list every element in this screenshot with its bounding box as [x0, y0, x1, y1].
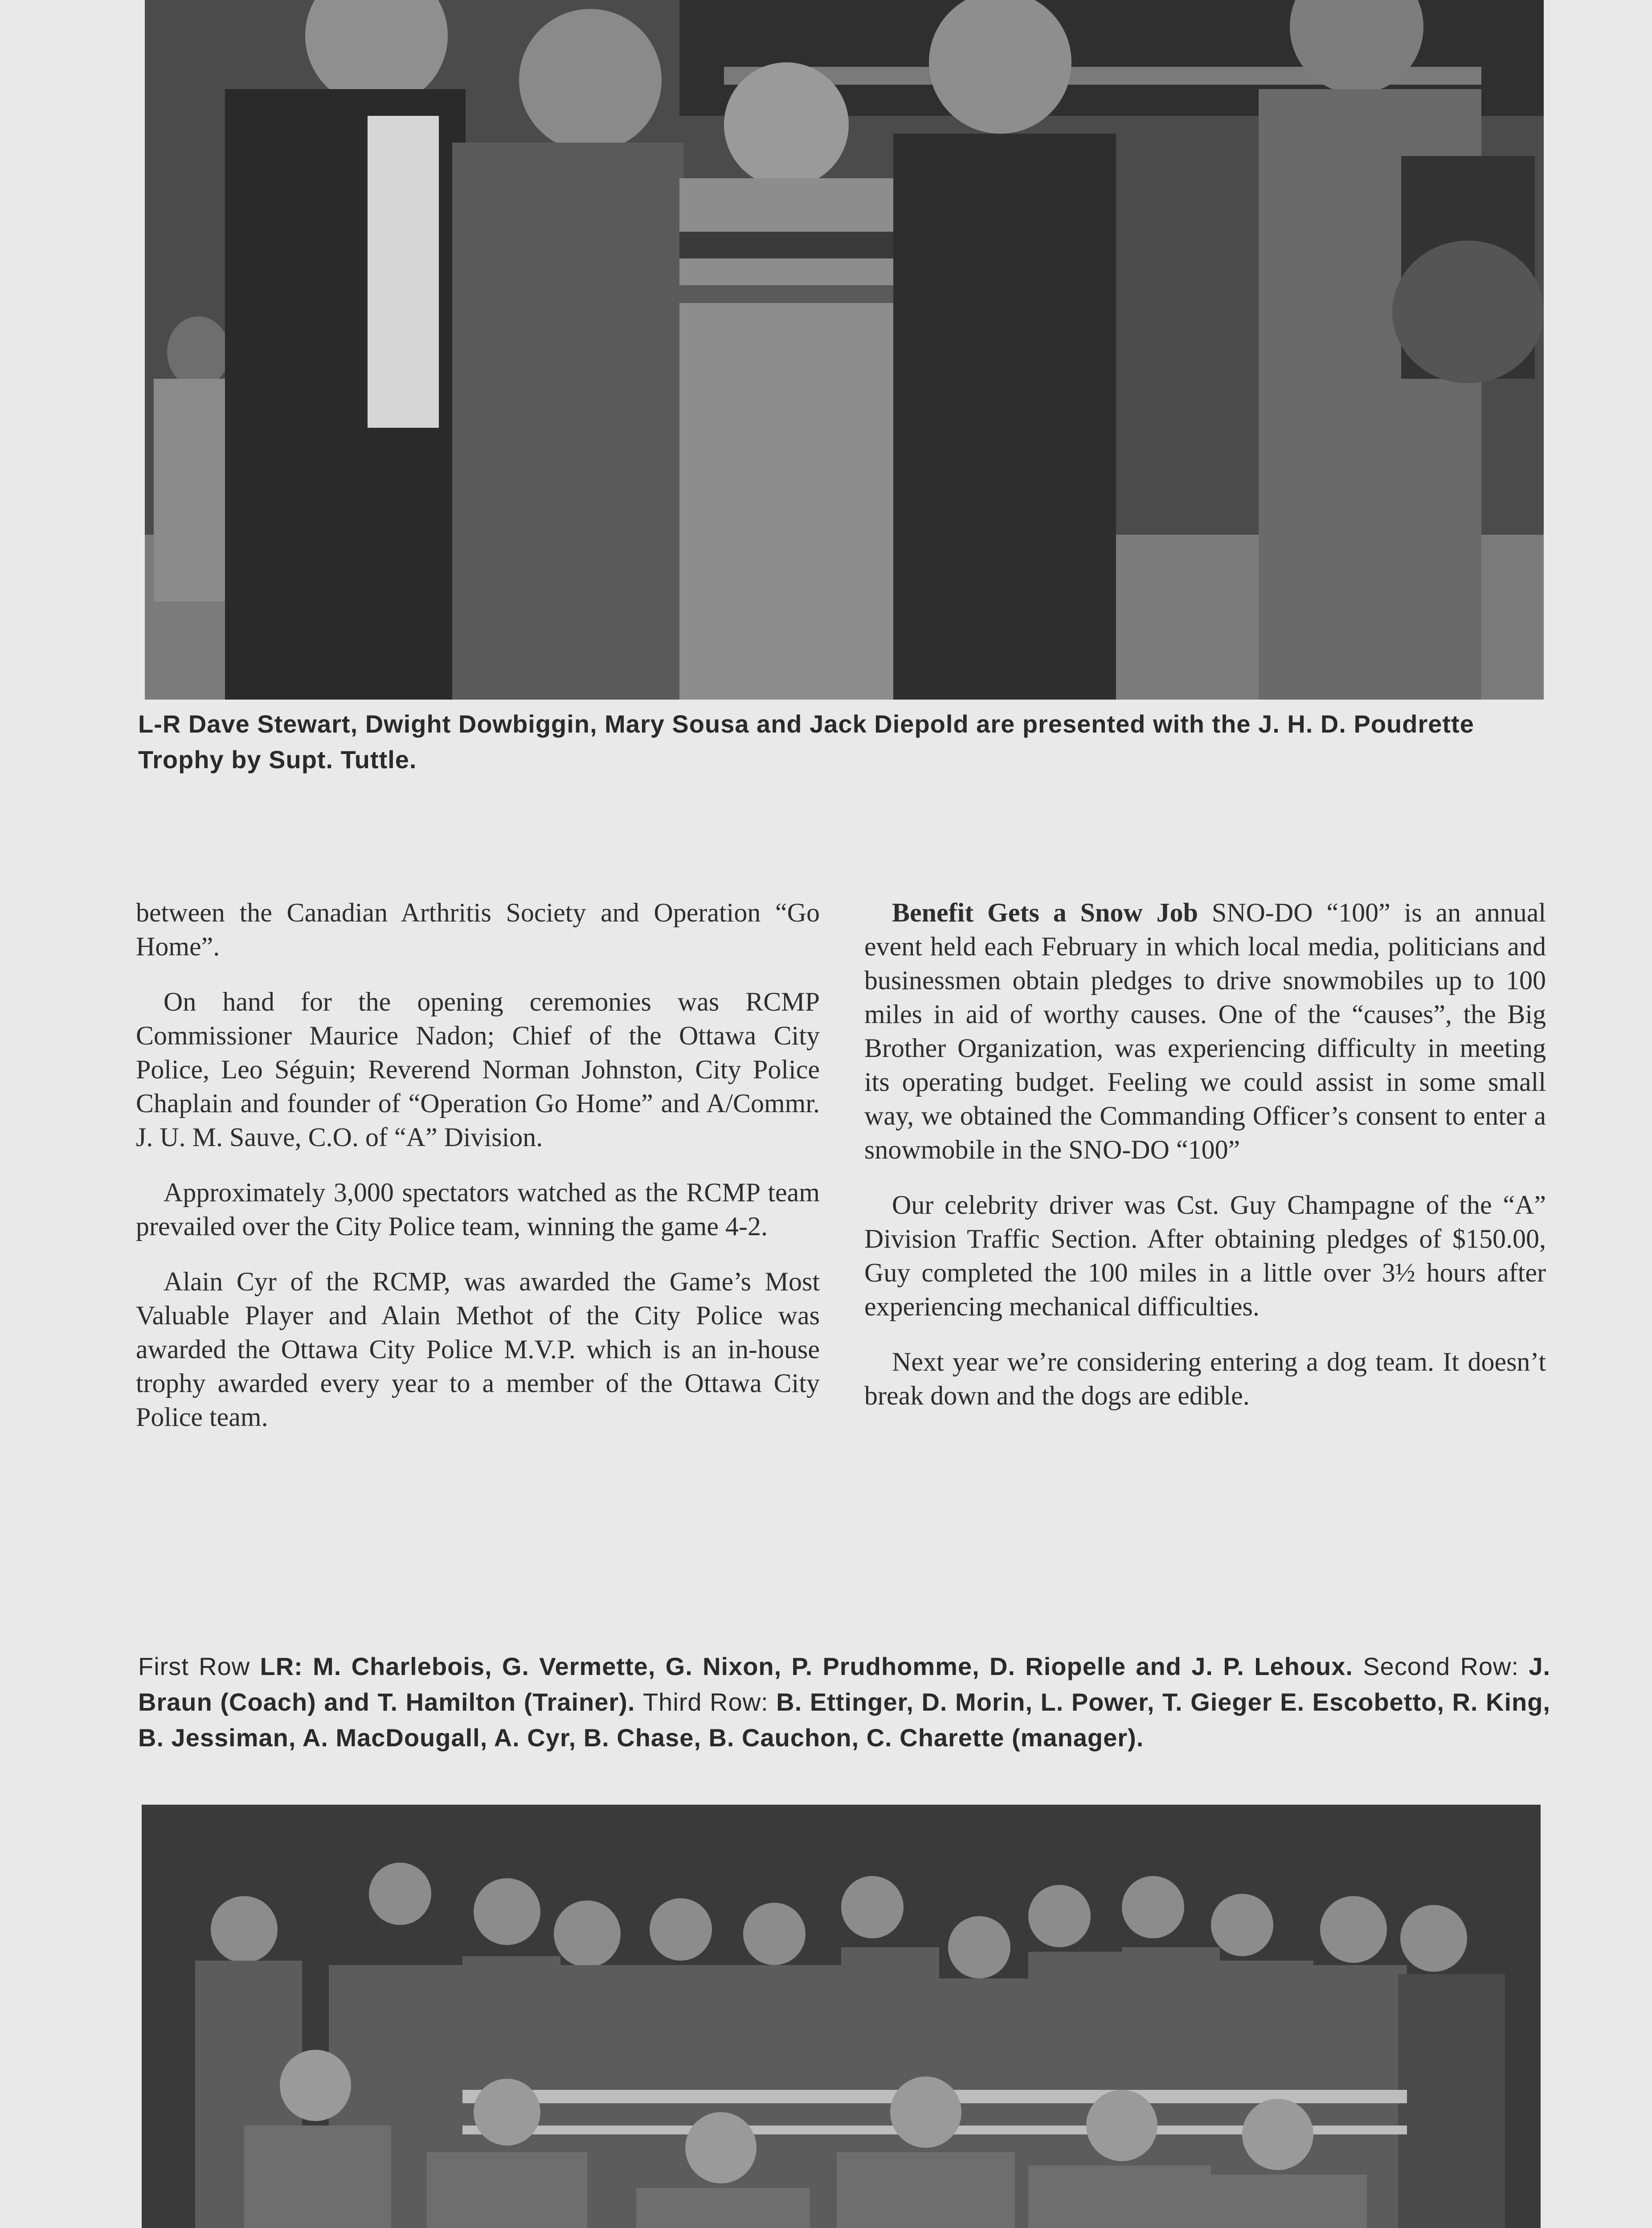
benefit-article-heading: Benefit Gets a Snow Job	[892, 898, 1198, 927]
third-row-names: B. Ettinger, D. Morin, L. Power, T. Gieger E. Escobetto, R. King, B. Jessiman, A. MacDougall, A. Cyr, B. Chase, B. Cauchon, C. Charette (manager).	[138, 1688, 1550, 1752]
first-row-lr: LR	[260, 1652, 294, 1680]
team-photo-caption	[138, 1649, 1550, 1756]
left-paragraph-4: Alain Cyr of the RCMP, was awarded the Game’s Most Valuable Player and Alain Methot of the City Police was awarded the Ottawa City Police M.V.P. which is an in-house trophy awarded every year to a member of the Ottawa City Police team.	[136, 1267, 820, 1432]
right-paragraph-2: Our celebrity driver was Cst. Guy Champagne of the “A” Division Traffic Section. After obtaining pledges of $150.00, Guy completed the 100 miles in a little over 3½ hours after experiencing mechanical difficulties.	[864, 1190, 1546, 1321]
team-photo-drawing	[142, 1805, 1541, 2228]
third-row-label: Third Row:	[642, 1688, 769, 1716]
hockey-team-photo	[142, 1805, 1541, 2228]
trophy-caption-text: L-R Dave Stewart, Dwight Dowbiggin, Mary Sousa and Jack Diepold are presented with the J. H. D. Poudrette Trophy by Supt. Tuttle.	[138, 710, 1474, 774]
benefit-paragraph-1-text: SNO-DO “100” is an annual event held each February in which local media, politicians and businessmen obtain pledges to drive snowmobiles up to 100 miles in aid of worthy causes. One of the “causes”, the Big Brother Organization, was experiencing difficulty in meeting its operating budget. Feeling we could assist in some small way, we obtained the Commanding Officer’s consent to enter a snowmobile in the SNO-DO “100”	[864, 898, 1546, 1164]
trophy-photo-caption	[138, 706, 1550, 778]
second-row-label: Second Row:	[1363, 1652, 1519, 1680]
left-article-column	[136, 896, 820, 1455]
left-paragraph-1: between the Canadian Arthritis Society and Operation “Go Home”.	[136, 898, 820, 961]
first-row-names: : M. Charlebois, G. Vermette, G. Nixon, P. Prudhomme, D. Riopelle and J. P. Lehoux.	[294, 1652, 1353, 1680]
right-paragraph-1	[864, 896, 1546, 1167]
left-paragraph-3: Approximately 3,000 spectators watched as the RCMP team prevailed over the City Police team, winning the game 4-2.	[136, 1178, 820, 1241]
right-paragraph-3: Next year we’re considering entering a dog team. It doesn’t break down and the dogs are edible.	[864, 1347, 1546, 1410]
second-row-names: J. Braun (Coach) and T. Hamilton (Trainer).	[138, 1652, 1551, 1716]
right-article-column	[864, 896, 1546, 1434]
trophy-presentation-photo	[145, 0, 1544, 700]
trophy-photo-drawing	[145, 0, 1544, 700]
first-row-label: First Row	[138, 1652, 250, 1680]
left-paragraph-2: On hand for the opening ceremonies was RCMP Commissioner Maurice Nadon; Chief of the Ottawa City Police, Leo Séguin; Reverend Norman Johnston, City Police Chaplain and founder of “Operation Go Home” and A/Commr. J. U. M. Sauve, C.O. of “A” Division.	[136, 987, 820, 1152]
